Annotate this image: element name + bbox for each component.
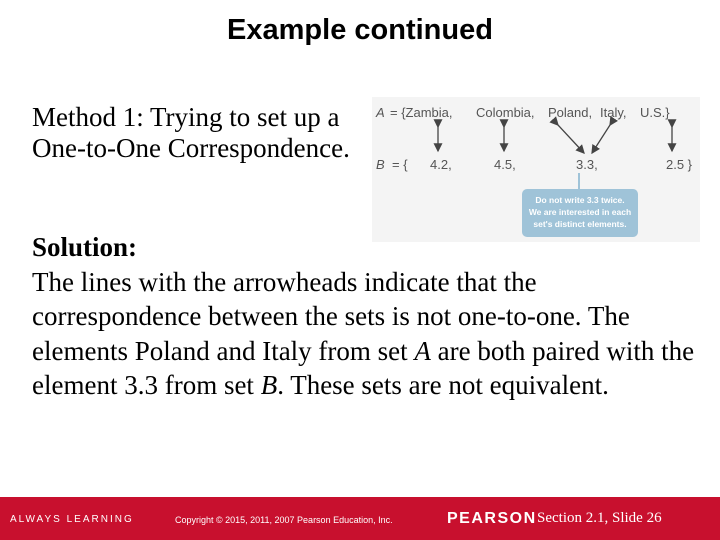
correspondence-figure <box>372 97 700 242</box>
arrow-poland-3.3 <box>558 125 584 153</box>
slide-number: Section 2.1, Slide 26 <box>537 510 662 526</box>
arrow-italy-3.3 <box>592 125 610 153</box>
correspondence-diagram <box>372 97 700 242</box>
solution-text-part: are both paired with the element 3.3 from set <box>32 335 695 400</box>
set-a-label: A <box>376 105 385 120</box>
set-a-element: Poland, <box>548 105 593 120</box>
set-a-element: Italy, <box>600 105 627 120</box>
solution-text-part: . These sets are not equivalent. <box>277 370 609 400</box>
set-b-element: 2.5 } <box>666 157 693 172</box>
set-b-open: = { <box>392 157 408 172</box>
note-line: We are interested in each <box>528 207 632 217</box>
set-b-element: 4.5, <box>494 157 516 172</box>
footer-bar <box>0 497 720 540</box>
solution-heading: Solution: <box>32 232 138 262</box>
solution-text-part: The lines with the arrowheads indicate that the correspondence between the sets is not one-to-one. The elements Poland and Italy from set <box>32 266 630 366</box>
pearson-logo: PEARSON <box>447 510 537 527</box>
note-line: set's distinct elements. <box>533 219 627 229</box>
note-line: Do not write 3.3 twice. <box>535 195 625 205</box>
set-b-label: B <box>376 157 385 172</box>
set-a-variable: A <box>414 335 431 366</box>
footer-copyright: Copyright © 2015, 2011, 2007 Pearson Education, Inc. <box>175 515 393 525</box>
footer-tagline: ALWAYS LEARNING <box>10 514 134 525</box>
set-a-element: U.S.} <box>640 105 670 120</box>
solution-text <box>32 265 702 403</box>
set-a-open: = {Zambia, <box>390 105 453 120</box>
set-b-variable: B <box>260 370 278 400</box>
solution-block <box>32 230 702 403</box>
set-b-element: 3.3, <box>576 157 598 172</box>
set-a-element: Colombia, <box>476 105 535 120</box>
set-b-element: 4.2, <box>430 157 452 172</box>
method-text: Method 1: Trying to set up a One-to-One Correspondence. <box>32 102 350 163</box>
slide-title: Example continued <box>227 14 493 46</box>
